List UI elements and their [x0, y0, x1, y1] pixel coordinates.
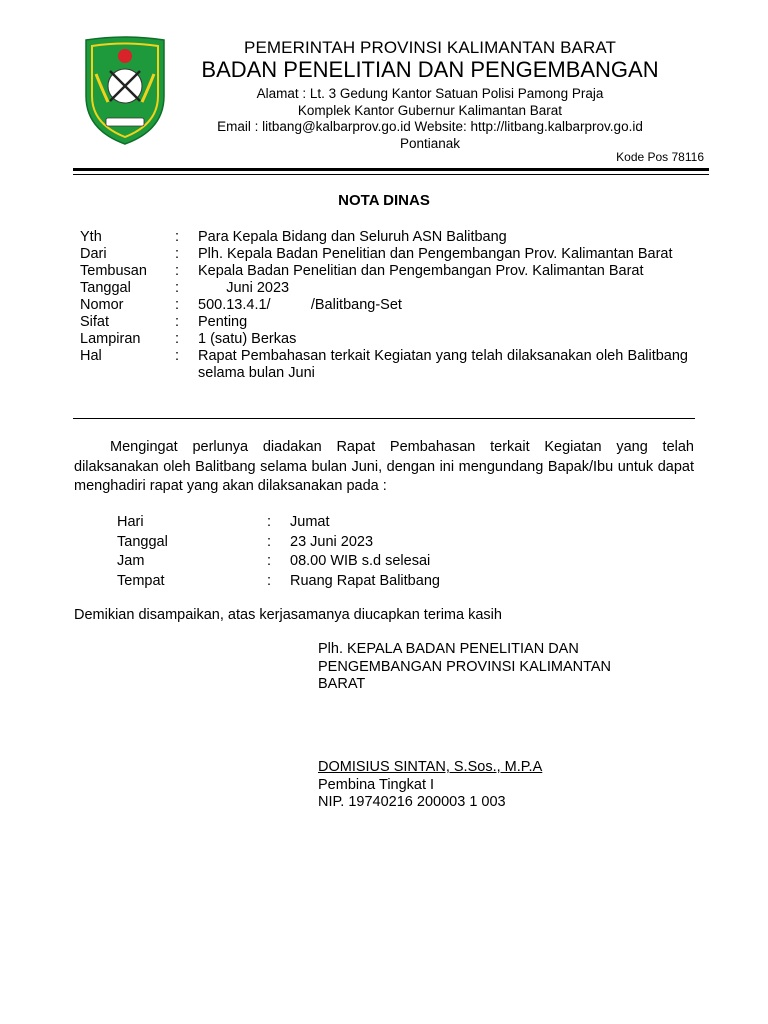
- address-line-2: Komplek Kantor Gubernur Kalimantan Barat: [297, 103, 563, 118]
- detail-label: Tempat: [117, 572, 165, 589]
- meta-value: Juni 2023: [198, 280, 290, 296]
- meta-label: Nomor: [80, 297, 124, 313]
- agency-name: BADAN PENELITIAN DAN PENGEMBANGAN: [201, 57, 659, 82]
- body-paragraph: [74, 438, 694, 497]
- meta-row-dari: [80, 246, 688, 263]
- detail-colon: :: [267, 553, 272, 569]
- city-line: Pontianak: [399, 136, 461, 151]
- detail-label: Tanggal: [117, 533, 168, 550]
- postal-code: Kode Pos 78116: [616, 150, 704, 164]
- gov-header-line: PEMERINTAH PROVINSI KALIMANTAN BARAT: [244, 38, 616, 57]
- kalbar-emblem-logo: [82, 34, 168, 146]
- position-line: BARAT: [318, 676, 366, 692]
- meta-value: Kepala Badan Penelitian dan Pengembangan Prov. Kalimantan Barat: [198, 263, 644, 279]
- meta-colon: :: [175, 314, 180, 330]
- document-title: NOTA DINAS: [338, 192, 430, 209]
- header-divider-thin: [73, 174, 709, 175]
- meta-colon: :: [175, 280, 180, 296]
- signature-position: [318, 641, 648, 694]
- header-divider-thick: [73, 168, 709, 171]
- signatory-nip: NIP. 19740216 200003 1 003: [318, 794, 506, 810]
- detail-value: Ruang Rapat Balitbang: [290, 572, 440, 589]
- meta-colon: :: [175, 348, 180, 364]
- meta-value: 500.13.4.1/ /Balitbang-Set: [198, 297, 402, 313]
- meta-label: Sifat: [80, 314, 110, 330]
- detail-row-jam: [117, 552, 440, 572]
- meta-colon: :: [175, 229, 180, 245]
- meta-row-tanggal: [80, 280, 688, 297]
- position-line: PENGEMBANGAN PROVINSI KALIMANTAN: [318, 658, 612, 675]
- meta-row-lampiran: [80, 331, 688, 348]
- detail-label: Jam: [117, 553, 145, 569]
- meta-row-hal: [80, 348, 688, 382]
- detail-label: Hari: [117, 514, 144, 530]
- signature-block: [318, 759, 542, 812]
- meta-value: Rapat Pembahasan terkait Kegiatan yang telah dilaksanakan oleh Balitbang selama bulan Juni: [198, 348, 688, 381]
- meta-label: Tanggal: [80, 280, 131, 296]
- meta-label: Hal: [80, 348, 102, 364]
- detail-colon: :: [267, 514, 272, 530]
- meta-value: Penting: [198, 314, 248, 330]
- signatory-rank: Pembina Tingkat I: [318, 776, 435, 793]
- body-divider: [73, 418, 695, 419]
- detail-value: 23 Juni 2023: [290, 533, 374, 550]
- meta-label: Tembusan: [80, 263, 147, 279]
- meta-colon: :: [175, 246, 180, 262]
- position-line: Plh. KEPALA BADAN PENELITIAN DAN: [318, 641, 579, 657]
- detail-value: 08.00 WIB s.d selesai: [290, 553, 431, 569]
- meta-label: Lampiran: [80, 331, 141, 347]
- meeting-details: [117, 513, 440, 591]
- meta-label: Yth: [80, 229, 102, 245]
- meta-colon: :: [175, 263, 180, 279]
- meta-colon: :: [175, 331, 180, 347]
- contact-line: Email : litbang@kalbarprov.go.id Website: http://litbang.kalbarprov.go.id: [217, 119, 643, 134]
- detail-row-hari: [117, 513, 440, 533]
- meta-row-nomor: [80, 297, 688, 314]
- meta-row-sifat: [80, 314, 688, 331]
- detail-row-tempat: [117, 572, 440, 592]
- closing-text: Demikian disampaikan, atas kerjasamanya diucapkan terima kasih: [74, 607, 502, 623]
- detail-colon: :: [267, 533, 272, 550]
- meta-colon: :: [175, 297, 180, 313]
- body-text: Mengingat perlunya diadakan Rapat Pembahasan terkait Kegiatan yang telah dilaksanakan oleh Balitbang selama bulan Juni, dengan ini mengundang Bapak/Ibu untuk dapat menghadiri rapat yang akan dilaksanakan pada :: [74, 439, 694, 494]
- detail-value: Jumat: [290, 514, 330, 530]
- meta-row-yth: [80, 229, 688, 246]
- meta-label: Dari: [80, 246, 107, 262]
- detail-colon: :: [267, 572, 272, 589]
- memo-metadata: [80, 229, 688, 382]
- detail-row-tanggal: [117, 533, 440, 553]
- meta-value: 1 (satu) Berkas: [198, 331, 297, 347]
- meta-value: Para Kepala Bidang dan Seluruh ASN Balitbang: [198, 229, 507, 245]
- signatory-name: DOMISIUS SINTAN, S.Sos., M.P.A: [318, 759, 543, 775]
- meta-value: Plh. Kepala Badan Penelitian dan Pengembangan Prov. Kalimantan Barat: [198, 246, 673, 262]
- meta-row-tembusan: [80, 263, 688, 280]
- address-line-1: Alamat : Lt. 3 Gedung Kantor Satuan Polisi Pamong Praja: [256, 86, 604, 101]
